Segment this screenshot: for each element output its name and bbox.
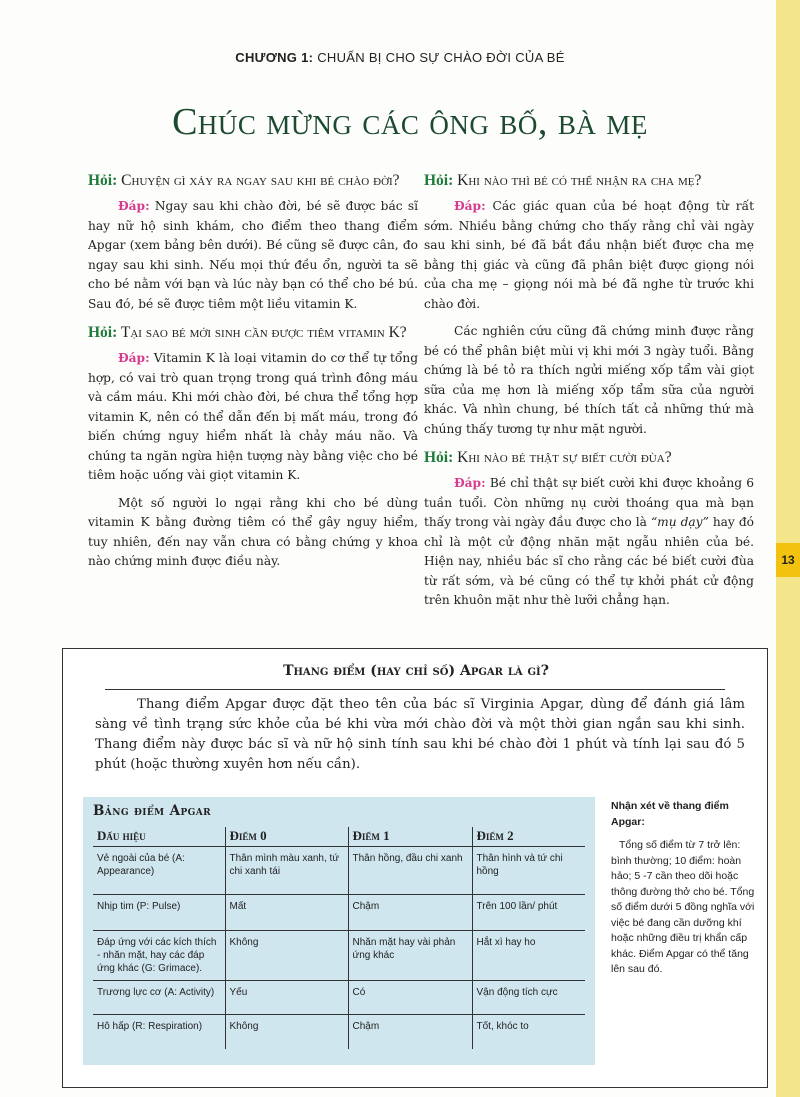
table-cell: Trên 100 lần/ phút — [472, 895, 585, 931]
body-paragraph: Một số người lo ngại rằng khi cho bé dùng vitamin K bằng đường tiêm có thể gây nguy hiểm, tuy nhiên, đến nay vẫn chưa có bằng chứng y khoa nào chứng minh được điều này. — [88, 495, 418, 568]
answer-text: Vitamin K là loại vitamin do cơ thể tự tổng hợp, có vai trò quan trọng trong quá trình đông máu và cầm máu. Khi mới chào đời, bé chưa thể tổng hợp vitamin K, nên có thể dẫn đến bị mất máu, trong đó biến chứng nguy hiểm nhất là chảy máu não. Và chúng ta ngăn ngừa hiện tượng này bằng việc cho bé tiêm hoặc uống vài giọt vitamin K. — [88, 351, 418, 482]
table-cell: Không — [225, 1015, 348, 1049]
question-label: Hỏi: — [88, 324, 118, 341]
table-header: Điểm 0 — [225, 827, 348, 847]
table-header: Điểm 1 — [348, 827, 472, 847]
answer-paragraph — [424, 197, 754, 314]
table-cell: Nhịp tim (P: Pulse) — [93, 895, 225, 931]
question-text: Chuyện gì xảy ra ngay sau khi bé chào đời? — [121, 172, 400, 189]
right-column — [424, 170, 754, 619]
table-row — [93, 847, 585, 895]
table-row — [93, 895, 585, 931]
chapter-label: CHƯƠNG 1: — [235, 50, 314, 65]
chapter-header — [0, 50, 800, 65]
answer-label: Đáp: — [118, 351, 150, 365]
table-cell: Thân hình và tứ chi hồng — [472, 847, 585, 895]
table-row — [93, 1015, 585, 1049]
answer-text: hay đó chỉ là một cử động nhăn mặt ngẫu nhiên của bé. Hiện nay, nhiều bác sĩ cho rằng các bé biết cười đùa từ rất sớm, và bé cũng có thể tự khởi phát cử động trên khuôn mặt như thè lưỡi chẳng hạn. — [424, 515, 754, 607]
box-title: Thang điểm (hay chỉ số) Apgar là gì? — [283, 663, 549, 679]
table-cell: Nhăn mặt hay vài phản ứng khác — [348, 931, 472, 981]
table-cell: Trương lực cơ (A: Activity) — [93, 981, 225, 1015]
answer-text: Bé chỉ thật sự biết cười khi được khoảng 6 tuần tuổi. Còn những nụ cười thoáng qua mà bạn thấy trong vài ngày đầu được cho là — [424, 476, 754, 529]
question-text: Khi nào bé thật sự biết cười đùa? — [457, 449, 672, 466]
question-heading — [424, 170, 754, 191]
table-cell: Có — [348, 981, 472, 1015]
answer-label: Đáp: — [118, 199, 150, 213]
question-heading — [424, 447, 754, 468]
table-cell: Hắt xì hay ho — [472, 931, 585, 981]
apgar-table — [93, 827, 585, 1049]
table-cell: Không — [225, 931, 348, 981]
table-row — [93, 981, 585, 1015]
apgar-info-box — [62, 648, 768, 1088]
answer-paragraph — [88, 349, 418, 486]
table-title: Bảng điểm Apgar — [93, 803, 211, 819]
table-header-row — [93, 827, 585, 847]
table-cell: Vẻ ngoài của bé (A: Appearance) — [93, 847, 225, 895]
table-header: Dấu hiệu — [93, 827, 225, 847]
question-text: Khi nào thì bé có thể nhận ra cha mẹ? — [457, 172, 702, 189]
body-paragraph: Các nghiên cứu cũng đã chứng minh được rằng bé có thể phân biệt mùi vị khi mới 3 ngày tuổi. Bằng chứng là bé tỏ ra thích ngửi miếng xốp tẩm vài giọt sữa của mẹ hơn là miếng xốp tẩm sữa của người khác. Và nhìn chung, bé thích tất cả những thứ mà chúng thấy tương tự như mặt người. — [424, 324, 754, 436]
table-cell: Đáp ứng với các kích thích - nhăn mặt, hay các đáp ứng khác (G: Grimace). — [93, 931, 225, 981]
question-label: Hỏi: — [88, 172, 118, 189]
answer-italic-text: “mụ dạy” — [650, 515, 709, 529]
apgar-note — [611, 799, 761, 978]
answer-text: Ngay sau khi chào đời, bé sẽ được bác sĩ hay nữ hộ sinh khám, cho điểm theo thang điểm Apgar (xem bảng bên dưới). Bé cũng sẽ được cân, đo ngay sau khi sinh. Nếu mọi thứ đều ổn, người ta sẽ cho bé nằm với bạn và lúc này bạn có thể cho bé bú. Sau đó, bé sẽ được tiêm một liều vitamin K. — [88, 199, 418, 311]
answer-paragraph — [88, 197, 418, 314]
box-title-rule — [105, 689, 725, 690]
page-title: Chúc mừng các ông bố, bà mẹ — [172, 101, 648, 143]
question-label: Hỏi: — [424, 172, 454, 189]
table-cell: Mất — [225, 895, 348, 931]
table-header: Điểm 2 — [472, 827, 585, 847]
note-body: Tổng số điểm từ 7 trở lên: bình thường; 10 điểm: hoàn hảo; 5 -7 cần theo dõi hoặc thông đường thở cho bé. Tổng số điểm dưới 5 đồng nghĩa với việc bé đang cần dưỡng khí hoặc những điều trị khẩn cấp khác. Điểm Apgar có thể tăng lên sau đó. — [611, 839, 755, 975]
table-cell: Hô hấp (R: Respiration) — [93, 1015, 225, 1049]
question-label: Hỏi: — [424, 449, 454, 466]
page-number: 13 — [776, 543, 800, 577]
answer-label: Đáp: — [454, 476, 486, 490]
table-cell: Chậm — [348, 895, 472, 931]
chapter-name: CHUẨN BỊ CHO SỰ CHÀO ĐỜI CỦA BÉ — [317, 50, 565, 65]
table-cell: Thân mình màu xanh, tứ chi xanh tái — [225, 847, 348, 895]
left-column — [88, 170, 418, 580]
box-intro: Thang điểm Apgar được đặt theo tên của bác sĩ Virginia Apgar, dùng để đánh giá lâm sàng về tình trạng sức khỏe của bé khi vừa mới chào đời và một thời gian ngắn sau khi sinh. Thang điểm này được bác sĩ và nữ hộ sinh tính sau khi bé chào đời 1 phút và tính lại sau đó 5 phút (hoặc thường xuyên hơn nếu cần). — [95, 697, 745, 772]
table-cell: Thân hồng, đầu chi xanh — [348, 847, 472, 895]
note-title: Nhận xét về thang điểm Apgar: — [611, 800, 729, 828]
answer-paragraph — [424, 474, 754, 611]
table-cell: Chậm — [348, 1015, 472, 1049]
apgar-table-panel — [83, 797, 595, 1065]
answer-text: Các giác quan của bé hoạt động từ rất sớm. Nhiều bằng chứng cho thấy rằng chỉ vài ngày sau khi sinh, bé đã bắt đầu nhận biết được cha mẹ bằng thị giác và cũng đã phân biệt được giọng nói của cha mẹ – giọng nói mà bé đã nghe từ trước khi chào đời. — [424, 199, 754, 311]
question-heading — [88, 170, 418, 191]
table-cell: Yếu — [225, 981, 348, 1015]
question-text: Tại sao bé mới sinh cần được tiêm vitamin K? — [120, 324, 407, 341]
answer-label: Đáp: — [454, 199, 486, 213]
table-cell: Tốt, khóc to — [472, 1015, 585, 1049]
question-heading — [88, 322, 418, 343]
table-row — [93, 931, 585, 981]
table-cell: Vận động tích cực — [472, 981, 585, 1015]
